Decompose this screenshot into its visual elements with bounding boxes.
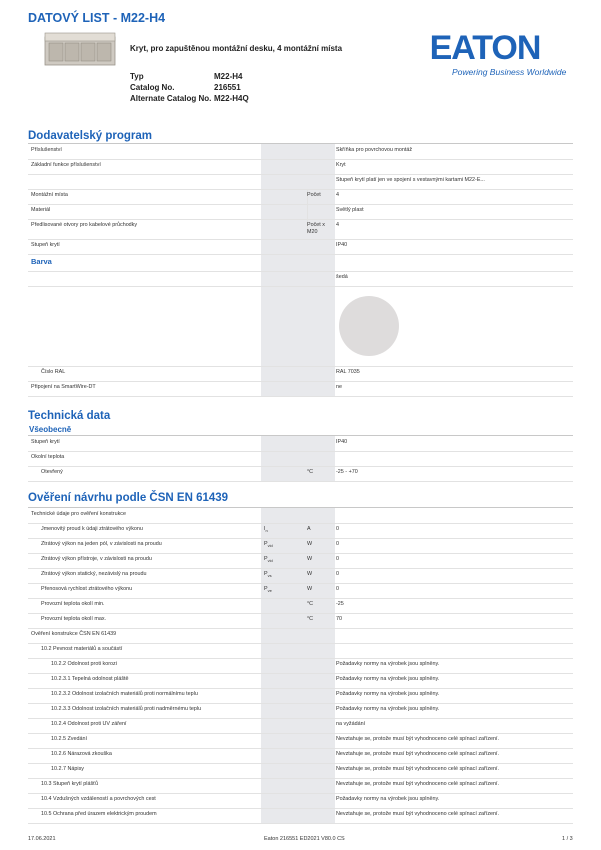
table-row [28, 451, 573, 467]
verification-table [28, 508, 573, 823]
supplier-table [28, 144, 573, 396]
row-symbol [264, 568, 304, 583]
row-label: Otevřený [41, 469, 63, 475]
row-symbol [264, 553, 304, 568]
product-image [43, 31, 117, 69]
row-label: 10.2.4 Odolnost proti UV záření [51, 721, 127, 727]
table-row [28, 366, 573, 382]
table-row [28, 658, 573, 674]
row-value: Požadavky normy na výrobek jsou splněny. [336, 661, 440, 667]
row-unit: W [307, 586, 313, 592]
table-row [28, 219, 573, 240]
table-row [28, 763, 573, 779]
row-unit: W [307, 541, 313, 547]
row-label: 10.2.6 Nárazová zkouška [51, 751, 112, 757]
row-label: Stupeň krytí [31, 439, 60, 445]
smartwire-label: Připojení na SmartWire-DT [31, 384, 96, 390]
table-row [28, 778, 573, 794]
table-row [28, 688, 573, 704]
row-label: 10.2.7 Nápisy [51, 766, 84, 772]
table-row [28, 808, 573, 824]
row-symbol [264, 583, 304, 598]
row-label: Předlisované otvory pro kabelové průchodky [31, 222, 138, 228]
row-value: 4 [336, 192, 339, 198]
row-value: na vyžádání [336, 721, 366, 727]
ral-value: RAL 7035 [336, 369, 360, 375]
row-label: 10.3 Stupeň krytí plášťů [41, 781, 99, 787]
row-value: Nevztahuje se, protože musí být vyhodnoceno celé spínací zařízení. [336, 766, 500, 772]
row-label: 10.2.2 Odolnost proti korozi [51, 661, 117, 667]
symbol-subscript: vid [267, 558, 273, 564]
table-row [28, 159, 573, 175]
symbol-subscript: vs [267, 573, 272, 579]
row-value: IP40 [336, 439, 348, 445]
row-symbol [264, 523, 304, 538]
row-value: -25 [336, 601, 344, 607]
row-label: Příslušenství [31, 147, 62, 153]
table-row [28, 673, 573, 689]
meta-key-type: Typ [130, 72, 144, 81]
row-value: Kryt [336, 162, 346, 168]
table-row [28, 703, 573, 719]
ral-label: Číslo RAL [41, 369, 66, 375]
row-unit: A [307, 526, 311, 532]
table-row [28, 239, 573, 255]
row-label: Jmenovitý proud k údaji ztrátového výkonu [41, 526, 143, 532]
table-row [28, 568, 573, 584]
table-row [28, 466, 573, 482]
table-row [28, 381, 573, 397]
row-value: Požadavky normy na výrobek jsou splněny. [336, 706, 440, 712]
symbol-main: P [264, 556, 268, 562]
row-label: 10.2.5 Zvedání [51, 736, 87, 742]
eaton-tagline: Powering Business Worldwide [452, 67, 567, 77]
row-label: 10.5 Ochrana před úrazem elektrickým proudem [41, 811, 157, 817]
section-title-technical: Technická data [28, 410, 111, 422]
table-row [28, 553, 573, 569]
row-value: -25 - +70 [336, 469, 358, 475]
section-title-supplier: Dodavatelský program [28, 130, 152, 142]
row-unit: °C [307, 616, 314, 622]
meta-value-catalog: 216551 [214, 83, 241, 92]
row-value: 70 [336, 616, 342, 622]
row-value: Požadavky normy na výrobek jsou splněny. [336, 691, 440, 697]
table-row [28, 793, 573, 809]
section-title-verification: Ověření návrhu podle ČSN EN 61439 [28, 492, 229, 504]
row-symbol [264, 538, 304, 553]
row-unit: °C [307, 601, 314, 607]
product-description: Kryt, pro zapuštěnou montážní desku, 4 montážní místa [130, 44, 343, 53]
meta-key-alt-catalog: Alternate Catalog No. [130, 94, 212, 103]
row-value: 0 [336, 526, 339, 532]
meta-value-type: M22-H4 [214, 72, 243, 81]
row-unit: W [307, 571, 313, 577]
row-value: Nevztahuje se, protože musí být vyhodnoceno celé spínací zařízení. [336, 781, 500, 787]
table-row [28, 523, 573, 539]
table-row [28, 748, 573, 764]
row-value: Požadavky normy na výrobek jsou splněny. [336, 676, 440, 682]
symbol-subscript: n [265, 528, 268, 534]
row-label: Přenosová rychlost ztrátového výkonu [41, 586, 133, 592]
table-row [28, 174, 573, 190]
row-value: 0 [336, 571, 339, 577]
row-label: Stupeň krytí [31, 242, 60, 248]
table-row [28, 189, 573, 205]
table-row [28, 628, 573, 644]
row-value: 0 [336, 541, 339, 547]
row-value: Stupeň krytí platí jen ve spojení s vestavnými kartami M22-E... [336, 177, 485, 183]
row-label [31, 174, 259, 189]
row-unit: Počet [307, 192, 321, 198]
table-row [28, 643, 573, 659]
smartwire-value: ne [336, 384, 342, 390]
table-row [28, 583, 573, 599]
row-label: Ověření konstrukce ČSN EN 61439 [31, 631, 117, 637]
meta-value-alt-catalog: M22-H4Q [214, 94, 249, 103]
svg-text:EATON: EATON [429, 31, 541, 63]
footer-page: 1 / 3 [562, 836, 573, 842]
color-swatch [338, 295, 400, 357]
table-row [28, 718, 573, 734]
symbol-main: I [264, 526, 266, 532]
table-row [28, 733, 573, 749]
row-unit: Počet x M20 [307, 222, 325, 235]
table-row [28, 508, 573, 524]
row-label: Technické údaje pro ověření konstrukce [31, 511, 126, 517]
table-row [28, 204, 573, 220]
row-value: IP40 [336, 242, 348, 248]
row-label: Okolní teplota [31, 454, 65, 460]
document-title: DATOVÝ LIST - M22-H4 [28, 11, 166, 25]
row-unit: °C [307, 469, 314, 475]
symbol-main: P [264, 571, 268, 577]
row-label: Základní funkce příslušenství [31, 162, 101, 168]
row-value: Nevztahuje se, protože musí být vyhodnoceno celé spínací zařízení. [336, 751, 500, 757]
table-row [28, 271, 573, 287]
footer-date: 17.06.2021 [28, 836, 56, 842]
row-value: 0 [336, 556, 339, 562]
symbol-main: P [264, 586, 268, 592]
eaton-logo [428, 31, 542, 63]
table-row [28, 598, 573, 614]
row-label: Ztrátový výkon přístroje, v závislosti na proudu [41, 556, 152, 562]
row-label: 10.4 Vzdušných vzdáleností a povrchových cest [41, 796, 156, 802]
row-label: Ztrátový výkon statický, nezávislý na proudu [41, 571, 147, 577]
row-value: 4 [336, 222, 339, 228]
barva-heading: Barva [31, 257, 52, 266]
row-label: 10.2 Pevnost materiálů a součástí [41, 646, 123, 652]
row-label: 10.2.3.3 Odolnost izolačních materiálů proti nadměrnému teplu [51, 706, 202, 712]
row-value: Skříňka pro povrchovou montáž [336, 147, 413, 153]
row-label: Materiál [31, 207, 51, 213]
symbol-subscript: vid [267, 543, 273, 549]
color-name: šedá [336, 274, 348, 280]
table-row [28, 144, 573, 160]
row-label: Provozní teplota okolí min. [41, 601, 105, 607]
row-unit: W [307, 556, 313, 562]
row-value: 0 [336, 586, 339, 592]
row-value: Světlý plast [336, 207, 364, 213]
subtitle-general: Všeobecně [29, 425, 72, 434]
row-value: Požadavky normy na výrobek jsou splněny. [336, 796, 440, 802]
swatch-row [28, 286, 573, 367]
row-value: Nevztahuje se, protože musí být vyhodnoceno celé spínací zařízení. [336, 811, 500, 817]
row-label: 10.2.3.1 Tepelná odolnost pláště [51, 676, 129, 682]
meta-key-catalog: Catalog No. [130, 83, 175, 92]
row-label: Ztrátový výkon na jeden pól, v závislosti na proudu [41, 541, 162, 547]
row-label: 10.2.3.2 Odolnost izolačních materiálů proti normálnímu teplu [51, 691, 198, 697]
symbol-subscript: ve [267, 588, 272, 594]
footer-center: Eaton 216551 ED2021 V80.0 CS [264, 836, 345, 842]
table-row [28, 613, 573, 629]
symbol-main: P [264, 541, 268, 547]
barva-heading-row [28, 254, 573, 272]
technical-table [28, 436, 573, 481]
row-label: Provozní teplota okolí max. [41, 616, 107, 622]
row-value: Nevztahuje se, protože musí být vyhodnoceno celé spínací zařízení. [336, 736, 500, 742]
table-row [28, 538, 573, 554]
table-row [28, 436, 573, 452]
row-label: Montážní místa [31, 192, 68, 198]
